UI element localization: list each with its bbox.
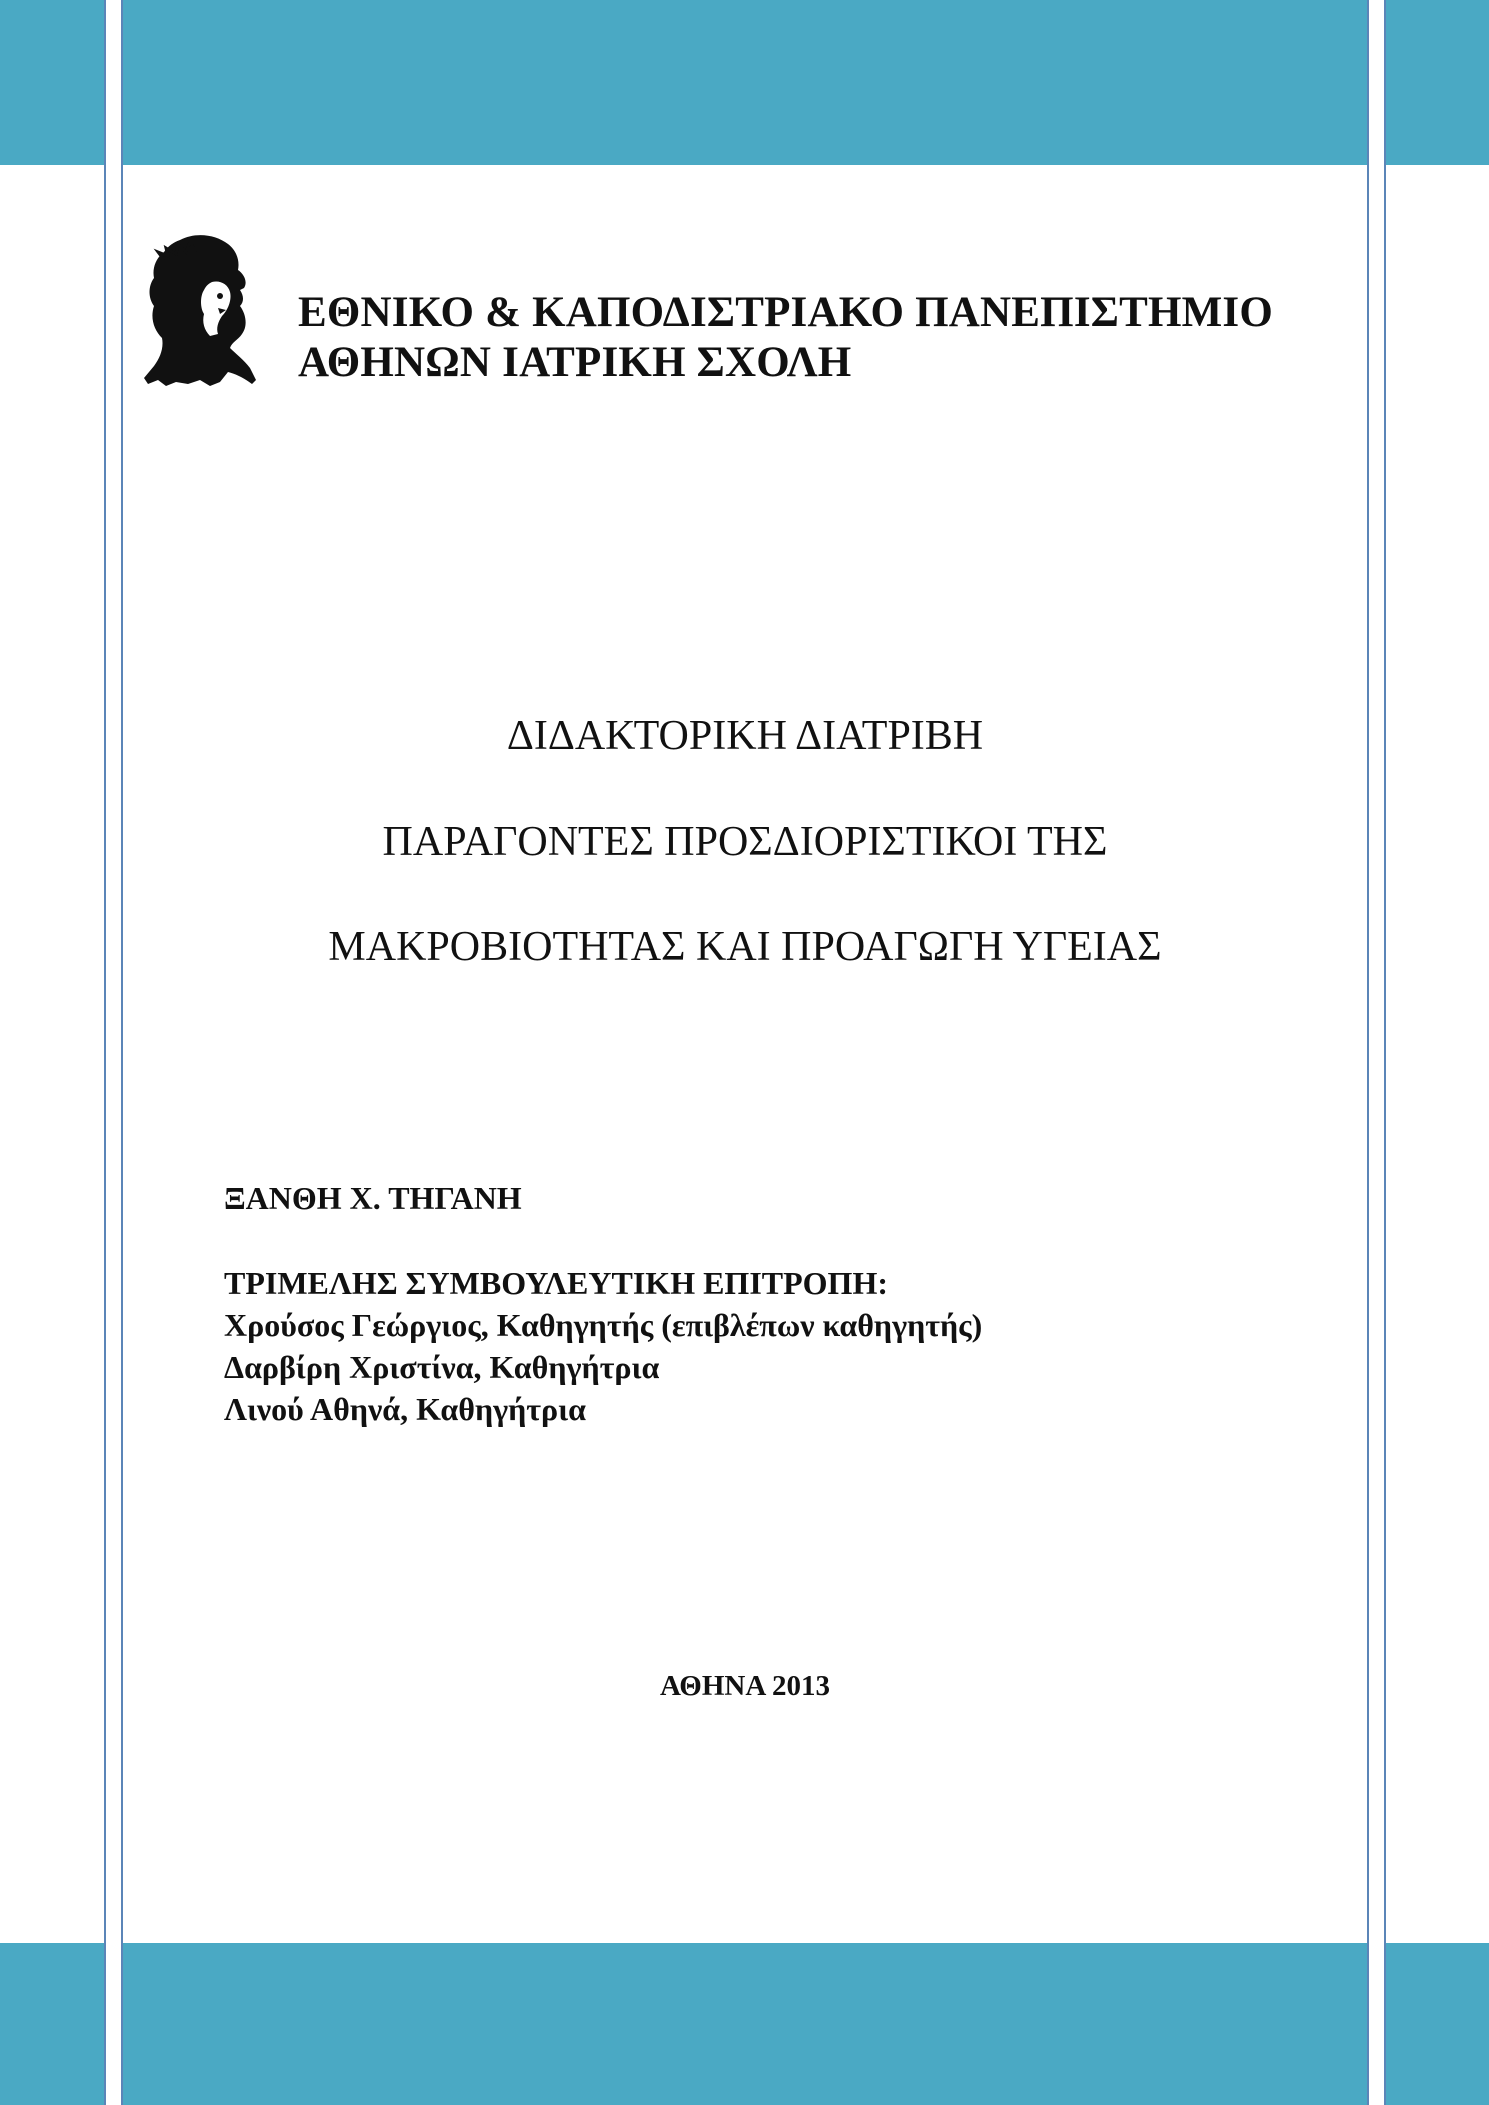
committee-member: Λινού Αθηνά, Καθηγήτρια [224,1391,586,1427]
document-type: ΔΙΔΑΚΤΟΡΙΚΗ ΔΙΑΤΡΙΒΗ [506,713,984,759]
committee-heading: ΤΡΙΜΕΛΗΣ ΣΥΜΒΟΥΛΕΥΤΙΚΗ ΕΠΙΤΡΟΠΗ: [224,1265,888,1301]
top-band-center [122,0,1368,165]
top-band-left [0,0,105,165]
committee-member: Δαρβίρη Χριστίνα, Καθηγήτρια [224,1349,660,1385]
frame-line-left-outer [104,0,106,2105]
committee-member: Χρούσος Γεώργιος, Καθηγητής (επιβλέπων καθηγητής) [224,1307,983,1343]
top-band-right [1385,0,1489,165]
bottom-band [0,1943,1489,2105]
university-name-line2: ΑΘΗΝΩΝ ΙΑΤΡΙΚΗ ΣΧΟΛΗ [298,339,852,386]
athena-head-icon [140,230,260,390]
city-year: ΑΘΗΝΑ 2013 [660,1670,830,1702]
thesis-title-line2: ΜΑΚΡΟΒΙΟΤΗΤΑΣ ΚΑΙ ΠΡΟΑΓΩΓΗ ΥΓΕΙΑΣ [328,924,1162,970]
frame-line-right-inner [1367,0,1369,2105]
thesis-title-line1: ΠΑΡΑΓΟΝΤΕΣ ΠΡΟΣΔΙΟΡΙΣΤΙΚΟΙ ΤΗΣ [382,819,1108,865]
university-name-line1: ΕΘΝΙΚΟ & ΚΑΠΟΔΙΣΤΡΙΑΚΟ ΠΑΝΕΠΙΣΤΗΜΙΟ [298,289,1273,336]
committee-block [224,1262,982,1430]
frame-line-left-inner [121,0,123,2105]
bottom-band-right [1385,1943,1489,2105]
author-name: ΞΑΝΘΗ Χ. ΤΗΓΑΝΗ [224,1180,522,1216]
top-band [0,0,1489,165]
frame-line-right-outer [1384,0,1386,2105]
bottom-band-center [122,1943,1368,2105]
bottom-band-left [0,1943,105,2105]
